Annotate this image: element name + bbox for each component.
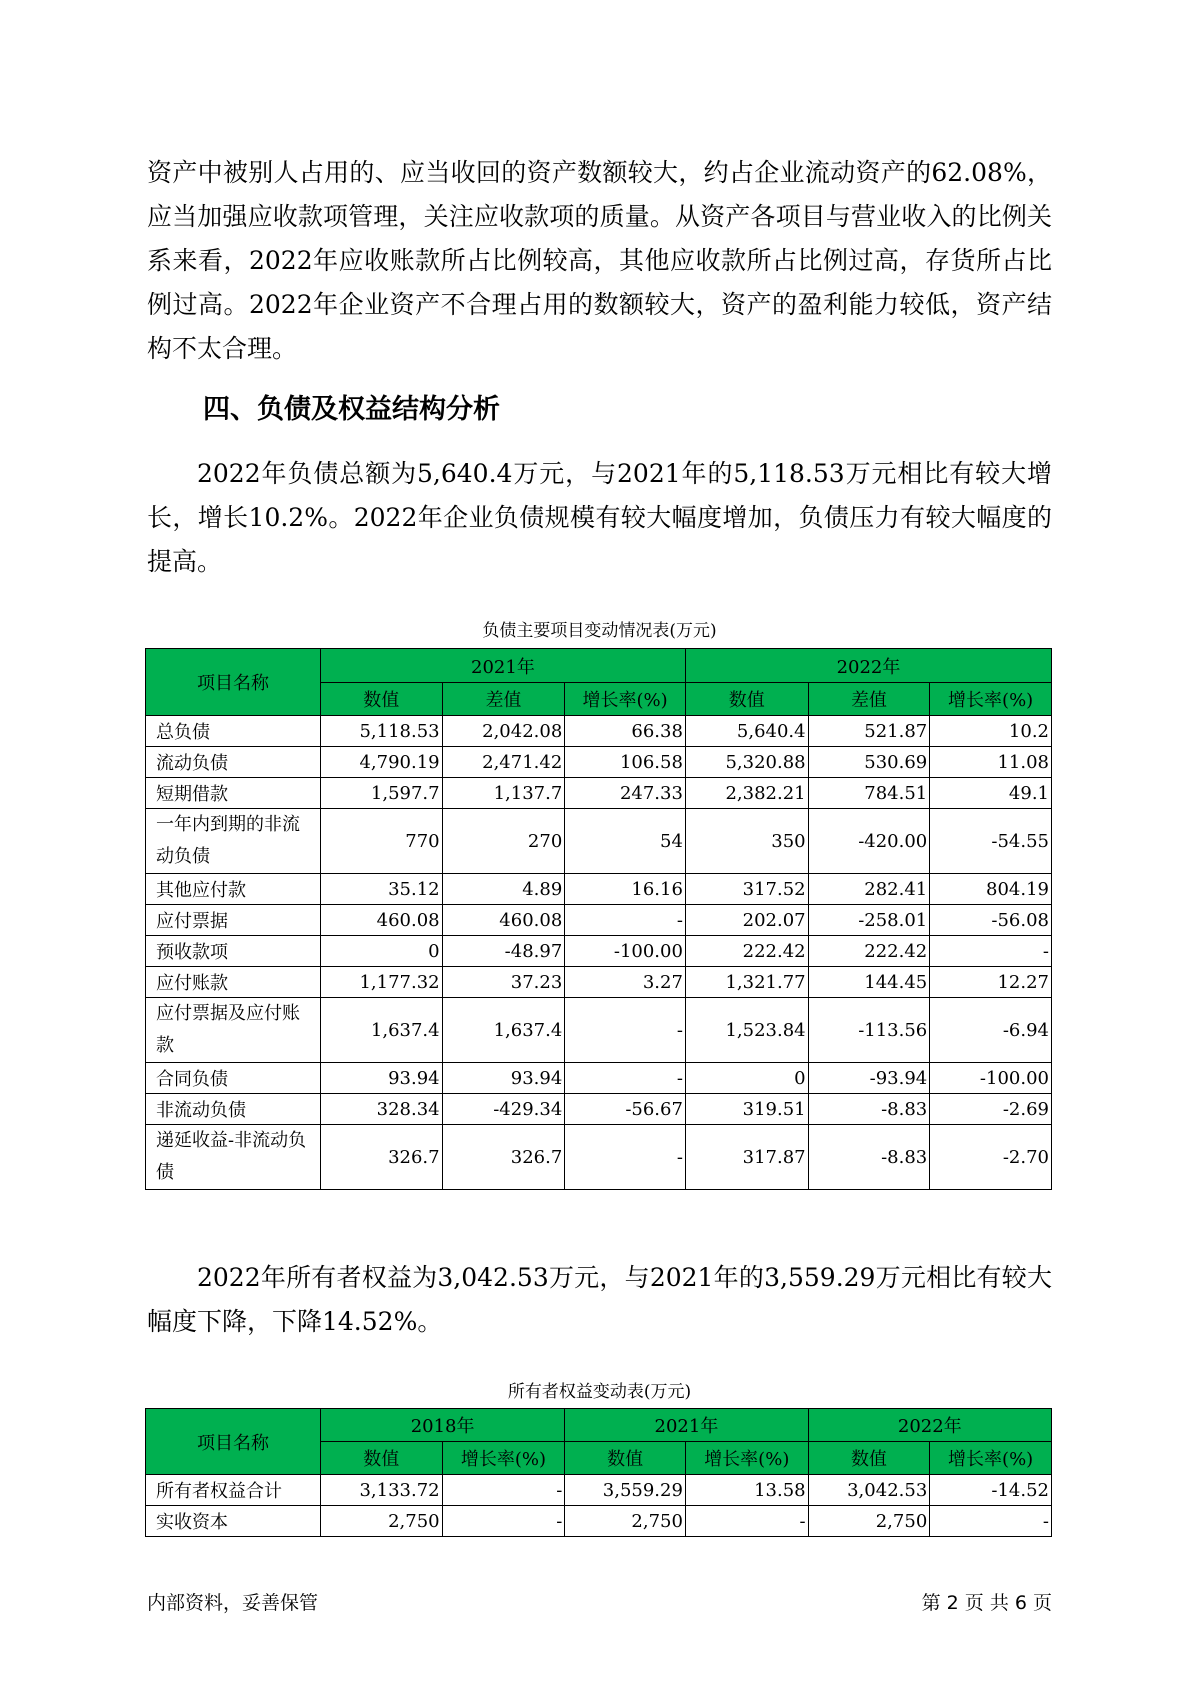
cell-value: 2,382.21 <box>685 778 808 809</box>
footer-confidential-note: 内部资料，妥善保管 <box>147 1592 319 1614</box>
cell-value: - <box>930 1506 1052 1537</box>
footer-page-number: 第 2 页 共 6 页 <box>921 1592 1052 1614</box>
table-header-year: 2021年 <box>320 649 685 683</box>
table-header-year: 2021年 <box>565 1409 808 1442</box>
cell-value: 2,750 <box>808 1506 930 1537</box>
cell-value: 247.33 <box>565 778 686 809</box>
cell-value: 1,637.4 <box>442 998 565 1063</box>
row-label: 递延收益-非流动负债 <box>146 1125 321 1190</box>
cell-value: -14.52 <box>930 1475 1052 1506</box>
table-subheader: 增长率(%) <box>565 683 686 716</box>
cell-value: 3,133.72 <box>320 1475 442 1506</box>
cell-value: 1,597.7 <box>320 778 442 809</box>
table-subheader: 数值 <box>685 683 808 716</box>
row-label: 应付票据 <box>146 905 321 936</box>
cell-value: 0 <box>320 936 442 967</box>
paragraph-liabilities-summary: 2022年负债总额为5,640.4万元，与2021年的5,118.53万元相比有较大增长，增长10.2%。2022年企业负债规模有较大幅度增加，负债压力有较大幅度的提高。 <box>147 459 1052 576</box>
cell-value: -56.67 <box>565 1094 686 1125</box>
cell-value: 3,559.29 <box>565 1475 686 1506</box>
row-label: 预收款项 <box>146 936 321 967</box>
cell-value: 326.7 <box>442 1125 565 1190</box>
cell-value: 93.94 <box>320 1063 442 1094</box>
cell-value: -8.83 <box>808 1125 930 1190</box>
cell-value: 1,321.77 <box>685 967 808 998</box>
table-row <box>146 967 1052 998</box>
paragraph-equity-summary: 2022年所有者权益为3,042.53万元，与2021年的3,559.29万元相比有较大幅度下降，下降14.52%。 <box>147 1263 1052 1336</box>
cell-value: 222.42 <box>685 936 808 967</box>
table-row <box>146 1063 1052 1094</box>
cell-value: -56.08 <box>930 905 1052 936</box>
cell-value: -420.00 <box>808 809 930 874</box>
cell-value: 784.51 <box>808 778 930 809</box>
cell-value: -93.94 <box>808 1063 930 1094</box>
table-row <box>146 874 1052 905</box>
table-caption-equity: 所有者权益变动表(万元) <box>507 1382 692 1402</box>
row-label: 流动负债 <box>146 747 321 778</box>
table-subheader: 增长率(%) <box>685 1442 808 1475</box>
table-row <box>146 778 1052 809</box>
cell-value: 530.69 <box>808 747 930 778</box>
cell-value: 16.16 <box>565 874 686 905</box>
table-header-year: 2022年 <box>808 1409 1051 1442</box>
cell-value: - <box>565 1125 686 1190</box>
row-label: 应付账款 <box>146 967 321 998</box>
cell-value: 282.41 <box>808 874 930 905</box>
cell-value: 317.52 <box>685 874 808 905</box>
table-row <box>146 998 1052 1063</box>
table-header-year: 2018年 <box>320 1409 564 1442</box>
cell-value: - <box>442 1475 565 1506</box>
cell-value: 270 <box>442 809 565 874</box>
cell-value: 1,177.32 <box>320 967 442 998</box>
cell-value: 326.7 <box>320 1125 442 1190</box>
cell-value: 35.12 <box>320 874 442 905</box>
cell-value: 66.38 <box>565 716 686 747</box>
cell-value: -54.55 <box>930 809 1052 874</box>
table-subheader: 差值 <box>808 683 930 716</box>
cell-value: 2,750 <box>565 1506 686 1537</box>
cell-value: -2.69 <box>930 1094 1052 1125</box>
cell-value: 328.34 <box>320 1094 442 1125</box>
cell-value: 2,042.08 <box>442 716 565 747</box>
cell-value: -100.00 <box>930 1063 1052 1094</box>
cell-value: -113.56 <box>808 998 930 1063</box>
cell-value: 5,320.88 <box>685 747 808 778</box>
paragraph-assets-conclusion: 资产中被别人占用的、应当收回的资产数额较大，约占企业流动资产的62.08%，应当加强应收款项管理，关注应收款项的质量。从资产各项目与营业收入的比例关系来看，2022年应收账款所占比例较高，其他应收款所占比例过高，存货所占比例过高。2022年企业资产不合理占用的数额较大，资产的盈利能力较低，资产结构不太合理。 <box>147 158 1052 363</box>
row-label: 合同负债 <box>146 1063 321 1094</box>
cell-value: - <box>442 1506 565 1537</box>
cell-value: -48.97 <box>442 936 565 967</box>
table-row <box>146 936 1052 967</box>
cell-value: - <box>565 1063 686 1094</box>
cell-value: 13.58 <box>685 1475 808 1506</box>
cell-value: 317.87 <box>685 1125 808 1190</box>
table-row <box>146 716 1052 747</box>
table-header-year: 2022年 <box>685 649 1051 683</box>
cell-value: 0 <box>685 1063 808 1094</box>
cell-value: 5,118.53 <box>320 716 442 747</box>
table-subheader: 差值 <box>442 683 565 716</box>
equity-table <box>145 1408 1052 1537</box>
cell-value: 54 <box>565 809 686 874</box>
cell-value: -100.00 <box>565 936 686 967</box>
cell-value: -258.01 <box>808 905 930 936</box>
cell-value: 460.08 <box>320 905 442 936</box>
table-subheader: 数值 <box>565 1442 686 1475</box>
section-heading: 四、负债及权益结构分析 <box>203 394 500 425</box>
cell-value: - <box>685 1506 808 1537</box>
cell-value: 4,790.19 <box>320 747 442 778</box>
cell-value: - <box>565 998 686 1063</box>
table-subheader: 数值 <box>320 683 442 716</box>
table-subheader: 数值 <box>320 1442 442 1475</box>
cell-value: 106.58 <box>565 747 686 778</box>
cell-value: 222.42 <box>808 936 930 967</box>
cell-value: -2.70 <box>930 1125 1052 1190</box>
cell-value: 49.1 <box>930 778 1052 809</box>
cell-value: 93.94 <box>442 1063 565 1094</box>
cell-value: -429.34 <box>442 1094 565 1125</box>
table-caption-liabilities: 负债主要项目变动情况表(万元) <box>482 621 717 641</box>
row-label: 其他应付款 <box>146 874 321 905</box>
row-label: 短期借款 <box>146 778 321 809</box>
table-row <box>146 1506 1052 1537</box>
row-label: 所有者权益合计 <box>146 1475 321 1506</box>
table-subheader: 增长率(%) <box>930 683 1052 716</box>
cell-value: 4.89 <box>442 874 565 905</box>
cell-value: 521.87 <box>808 716 930 747</box>
cell-value: 144.45 <box>808 967 930 998</box>
cell-value: - <box>565 905 686 936</box>
cell-value: 350 <box>685 809 808 874</box>
cell-value: 319.51 <box>685 1094 808 1125</box>
cell-value: 3,042.53 <box>808 1475 930 1506</box>
table-header-name: 项目名称 <box>146 649 321 716</box>
cell-value: -6.94 <box>930 998 1052 1063</box>
cell-value: 2,750 <box>320 1506 442 1537</box>
table-header-name: 项目名称 <box>146 1409 321 1475</box>
table-row <box>146 747 1052 778</box>
cell-value: 804.19 <box>930 874 1052 905</box>
table-row <box>146 1094 1052 1125</box>
cell-value: 1,637.4 <box>320 998 442 1063</box>
cell-value: 12.27 <box>930 967 1052 998</box>
cell-value: 202.07 <box>685 905 808 936</box>
cell-value: 37.23 <box>442 967 565 998</box>
row-label: 应付票据及应付账款 <box>146 998 321 1063</box>
table-subheader: 数值 <box>808 1442 930 1475</box>
table-row <box>146 905 1052 936</box>
row-label: 总负债 <box>146 716 321 747</box>
table-subheader: 增长率(%) <box>442 1442 565 1475</box>
table-row <box>146 1475 1052 1506</box>
cell-value: 1,523.84 <box>685 998 808 1063</box>
cell-value: - <box>930 936 1052 967</box>
cell-value: -8.83 <box>808 1094 930 1125</box>
cell-value: 460.08 <box>442 905 565 936</box>
table-row <box>146 1125 1052 1190</box>
row-label: 非流动负债 <box>146 1094 321 1125</box>
row-label: 实收资本 <box>146 1506 321 1537</box>
cell-value: 11.08 <box>930 747 1052 778</box>
cell-value: 3.27 <box>565 967 686 998</box>
table-row <box>146 809 1052 874</box>
cell-value: 2,471.42 <box>442 747 565 778</box>
table-subheader: 增长率(%) <box>930 1442 1052 1475</box>
row-label: 一年内到期的非流动负债 <box>146 809 321 874</box>
liabilities-table <box>145 648 1052 1190</box>
cell-value: 1,137.7 <box>442 778 565 809</box>
cell-value: 5,640.4 <box>685 716 808 747</box>
cell-value: 770 <box>320 809 442 874</box>
cell-value: 10.2 <box>930 716 1052 747</box>
